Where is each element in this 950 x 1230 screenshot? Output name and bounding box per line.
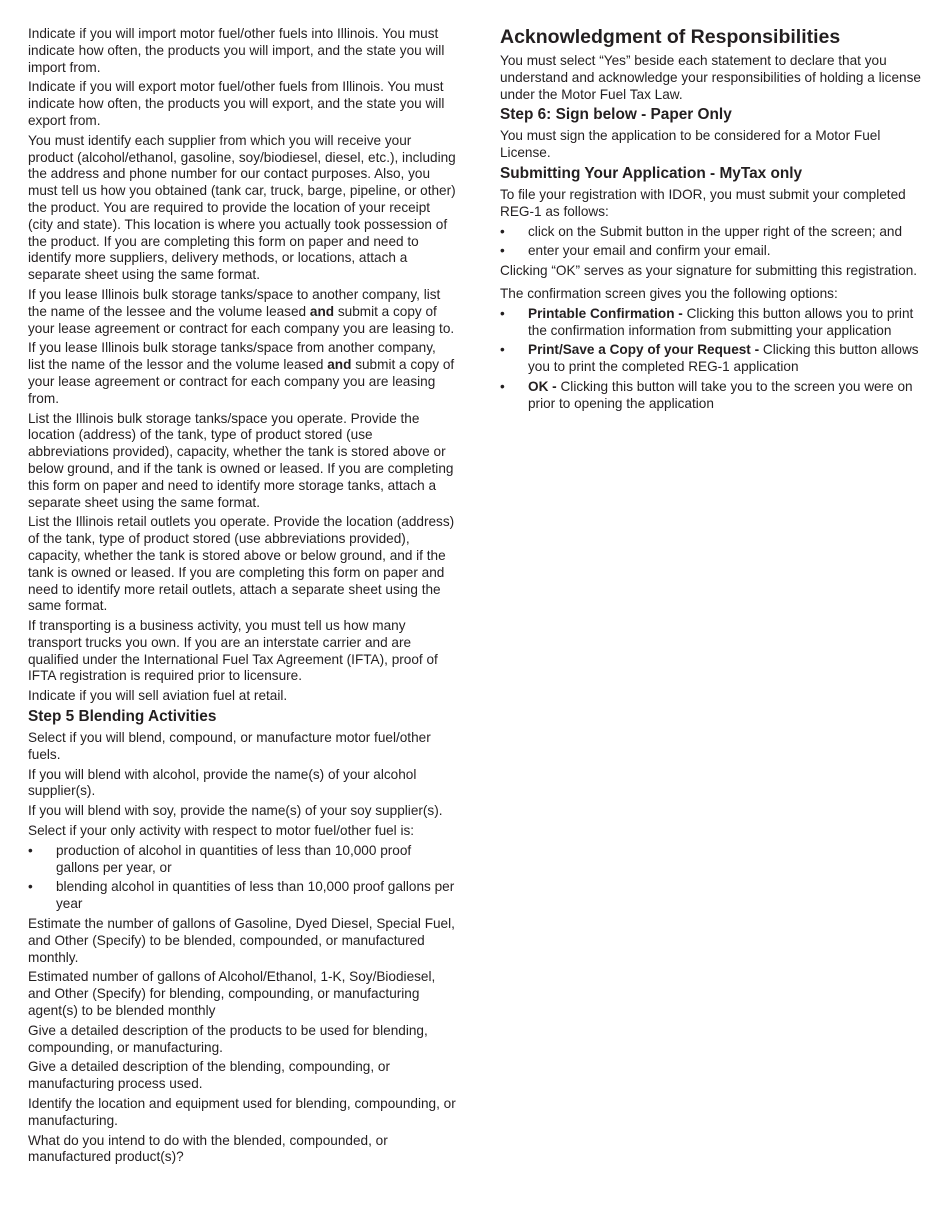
lease-from-bold: and xyxy=(327,357,352,373)
option-print-save-copy xyxy=(500,342,928,376)
export-paragraph: Indicate if you will export motor fuel/other fuels from Illinois. You must indicate how often, the products you will export, and the state you will export from. xyxy=(28,79,445,128)
transport-paragraph: If transporting is a business activity, you must tell us how many transport trucks you own. If you are an interstate carrier and are qualified under the International Fuel Tax Agreement (IFTA), proof of IFTA registration is required prior to licensure. xyxy=(28,618,438,684)
lease-to-bold: and xyxy=(309,303,335,319)
step6-heading: Step 6: Sign below - Paper Only xyxy=(500,106,732,124)
location-paragraph: Identify the location and equipment used for blending, compounding, or manufacturing. xyxy=(28,1096,456,1128)
soy-supplier-paragraph: If you will blend with soy, provide the name(s) of your soy supplier(s). xyxy=(28,803,443,819)
aviation-paragraph: Indicate if you will sell aviation fuel at retail. xyxy=(28,688,288,704)
submit-heading: Submitting Your Application - MyTax only xyxy=(500,164,803,182)
step5-heading: Step 5 Blending Activities xyxy=(28,708,217,726)
option-label: OK - xyxy=(528,378,557,394)
import-paragraph: Indicate if you will import motor fuel/other fuels into Illinois. You must indicate how often, the products you will import, and the state you will import from. xyxy=(28,26,445,75)
activity-list xyxy=(28,843,456,913)
acknowledgment-text: You must select “Yes” beside each statement to declare that you understand and acknowledge your responsibilities of holding a license under the Motor Fuel Tax Law. xyxy=(500,53,921,102)
alcohol-supplier-paragraph: If you will blend with alcohol, provide the name(s) of your alcohol supplier(s). xyxy=(28,766,417,799)
option-text: Clicking this button will take you to the screen you were on prior to opening the application xyxy=(528,378,913,411)
options-list xyxy=(500,306,928,413)
acknowledgment-heading: Acknowledgment of Responsibilities xyxy=(500,26,841,48)
step6-text: You must sign the application to be considered for a Motor Fuel License. xyxy=(500,128,881,161)
option-text: Clicking this button allows you to print the confirmation information from submitting your application xyxy=(528,305,914,338)
supplier-paragraph: You must identify each supplier from which you will receive your product (alcohol/ethanol, gasoline, soy/biodiesel, diesel, etc.), including the address and phone number for our contact purposes. Also, you must tell us how you obtained (tank car, truck, barge, pipeline, or other) the product. You are required to provide the location of your receipt (city and state). This location is where you actually took possession of the product. If you are completing this form on paper and need to identify more suppliers, delivery methods, or locations, attach a separate sheet using the same format. xyxy=(28,132,456,283)
products-paragraph: Give a detailed description of the products to be used for blending, compounding, or manufacturing. xyxy=(28,1022,428,1055)
blend-select-paragraph: Select if you will blend, compound, or manufacture motor fuel/other fuels. xyxy=(28,730,431,762)
lease-to-paragraph xyxy=(28,287,456,337)
list-item: • blending alcohol in quantities of less than 10,000 proof gallons per year xyxy=(28,879,456,913)
option-printable-confirmation xyxy=(500,306,928,340)
option-ok xyxy=(500,379,928,413)
lease-to-text-1: If you lease Illinois bulk storage tanks/space to another company, list the name of the lessee and the volume leased xyxy=(28,286,441,319)
retail-outlets-paragraph: List the Illinois retail outlets you operate. Provide the location (address) of the tank, type of product stored (use abbreviations provided), capacity, whether the tank is stored above or below ground, and if the tank is owned or leased. If you are completing this form on paper and need to identify more retail outlets, attach a separate sheet using the same format. xyxy=(28,514,455,614)
lease-from-text-1: If you lease Illinois bulk storage tanks/space from another company, list the name of the lessor and the volume leased xyxy=(28,340,436,373)
list-item: • enter your email and confirm your email. xyxy=(500,243,928,260)
lease-to-text-2: submit a copy of your lease agreement or contract for each company you are leasing to. xyxy=(28,303,455,336)
option-label: Printable Confirmation - xyxy=(528,305,683,321)
submit-list xyxy=(500,224,928,261)
option-text: Clicking this button allows you to print the completed REG-1 application xyxy=(528,342,919,375)
right-column xyxy=(500,26,928,416)
lease-from-paragraph xyxy=(28,340,456,407)
ok-signature-text: Clicking “OK” serves as your signature for submitting this registration. xyxy=(500,263,918,279)
estimate-gasoline-paragraph: Estimate the number of gallons of Gasoline, Dyed Diesel, Special Fuel, and Other (Specify) to be blended, compounded, or manufactured monthly. xyxy=(28,916,455,965)
left-column xyxy=(28,26,456,1169)
only-activity-paragraph: Select if your only activity with respect to motor fuel/other fuel is: xyxy=(28,823,415,839)
list-item: • production of alcohol in quantities of less than 10,000 proof gallons per year, or xyxy=(28,843,456,877)
intend-paragraph: What do you intend to do with the blended, compounded, or manufactured product(s)? xyxy=(28,1132,388,1165)
estimate-alcohol-paragraph: Estimated number of gallons of Alcohol/Ethanol, 1-K, Soy/Biodiesel, and Other (Specify) for blending, compounding, or manufacturing agent(s) to be blended monthly xyxy=(28,969,436,1019)
lease-from-text-2: submit a copy of your lease agreement or contract for each company you are leasing from. xyxy=(28,357,455,406)
process-paragraph: Give a detailed description of the blending, compounding, or manufacturing process used. xyxy=(28,1059,390,1092)
option-label: Print/Save a Copy of your Request - xyxy=(528,342,760,358)
list-item: • click on the Submit button in the upper right of the screen; and xyxy=(500,224,928,241)
options-intro: The confirmation screen gives you the following options: xyxy=(500,285,838,301)
submit-text: To file your registration with IDOR, you must submit your completed REG-1 as follows: xyxy=(500,186,906,219)
bulk-storage-paragraph: List the Illinois bulk storage tanks/space you operate. Provide the location (address) of the tank, type of product stored (use abbreviations provided), capacity, whether the tank is stored above or below ground, and if the tank is owned or leased. If you are completing this form on paper and need to identify more storage tanks, attach a separate sheet using the same format. xyxy=(28,410,454,510)
